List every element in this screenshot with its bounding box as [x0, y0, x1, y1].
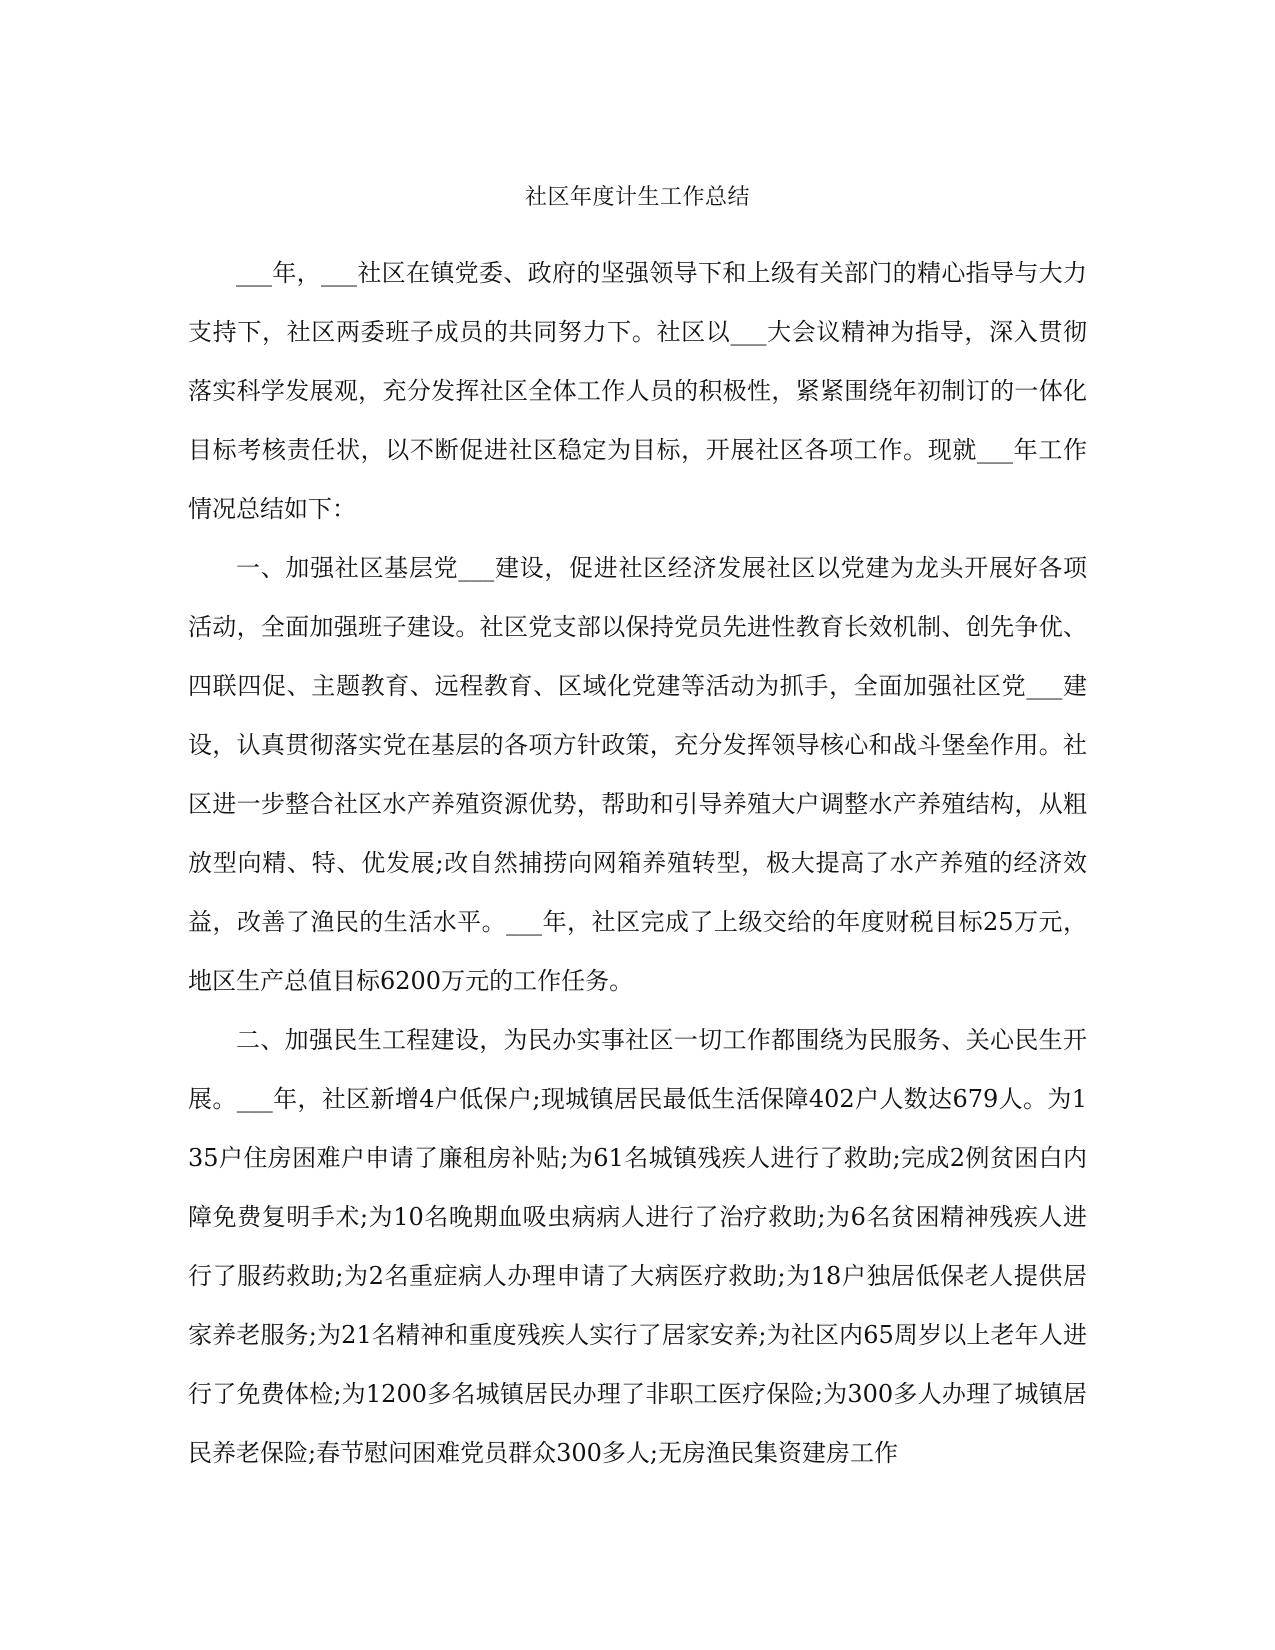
document-body: [188, 244, 1087, 1483]
document-title: 社区年度计生工作总结: [524, 185, 750, 210]
paragraph-section-one: 一、加强社区基层党___建设，促进社区经济发展社区以党建为龙头开展好各项活动，全面加强班子建设。社区党支部以保持党员先进性教育长效机制、创先争优、四联四促、主题教育、远程教育、区域化党建等活动为抓手，全面加强社区党___建设，认真贯彻落实党在基层的各项方针政策，充分发挥领导核心和战斗堡垒作用。社区进一步整合社区水产养殖资源优势，帮助和引导养殖大户调整水产养殖结构，从粗放型向精、特、优发展;改自然捕捞向网箱养殖转型，极大提高了水产养殖的经济效益，改善了渔民的生活水平。___年，社区完成了上级交给的年度财税目标25万元，地区生产总值目标6200万元的工作任务。: [188, 554, 1087, 995]
paragraph-intro: ___年，___社区在镇党委、政府的坚强领导下和上级有关部门的精心指导与大力支持下，社区两委班子成员的共同努力下。社区以___大会议精神为指导，深入贯彻落实科学发展观，充分发挥社区全体工作人员的积极性，紧紧围绕年初制订的一体化目标考核责任状，以不断促进社区稳定为目标，开展社区各项工作。现就___年工作情况总结如下：: [188, 259, 1087, 523]
paragraph-section-two: 二、加强民生工程建设，为民办实事社区一切工作都围绕为民服务、关心民生开展。___年，社区新增4户低保户;现城镇居民最低生活保障402户人数达679人。为135户住房困难户申请了廉租房补贴;为61名城镇残疾人进行了救助;完成2例贫困白内障免费复明手术;为10名晚期血吸虫病病人进行了治疗救助;为6名贫困精神残疾人进行了服药救助;为2名重症病人办理申请了大病医疗救助;为18户独居低保老人提供居家养老服务;为21名精神和重度残疾人实行了居家安养;为社区内65周岁以上老年人进行了免费体检;为1200多名城镇居民办理了非职工医疗保险;为300多人办理了城镇居民养老保险;春节慰问困难党员群众300多人;无房渔民集资建房工作: [188, 1026, 1087, 1467]
